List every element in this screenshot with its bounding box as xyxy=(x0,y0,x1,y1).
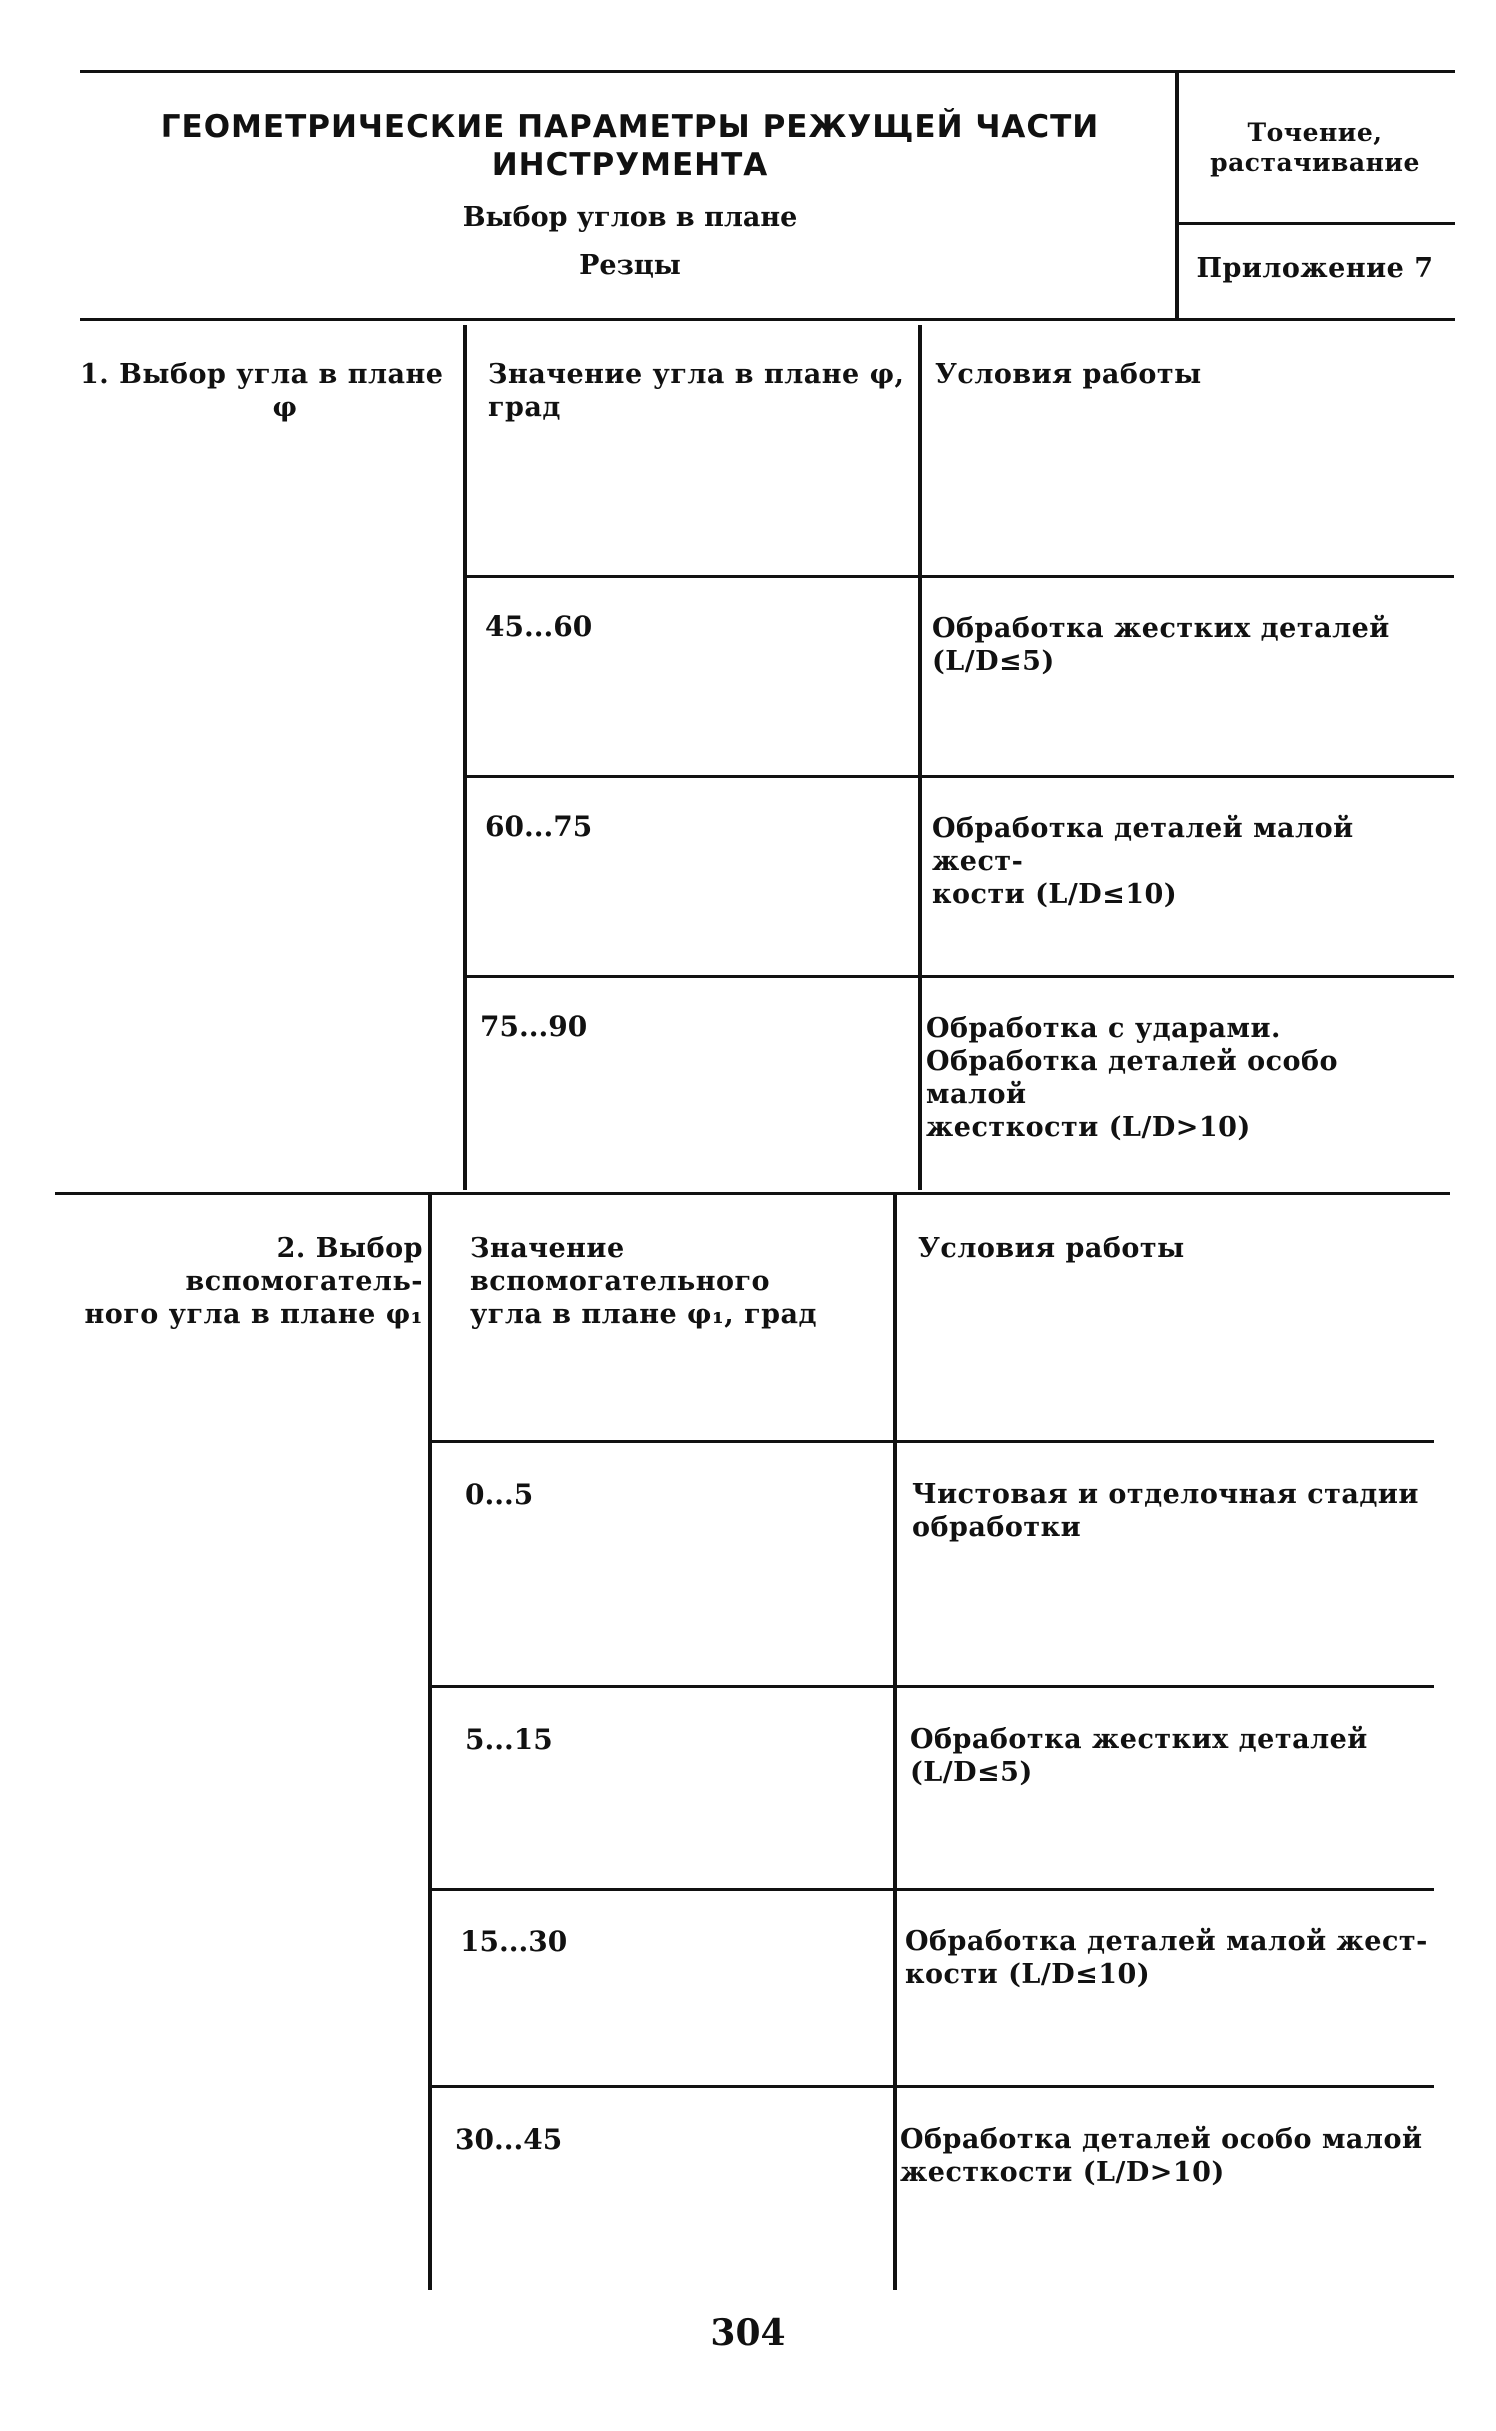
s2-title-line-1: 2. Выбор вспомогатель- xyxy=(185,1233,423,1297)
header-bottom-rule xyxy=(80,318,1455,321)
s1-row-rule xyxy=(466,775,1454,778)
s2-row-1-conditions-line-1: Чистовая и отделочная стадии xyxy=(912,1479,1419,1510)
appendix-label: Приложение 7 xyxy=(1196,253,1434,284)
title-line-2: ИНСТРУМЕНТА xyxy=(491,147,769,183)
s2-row-rule xyxy=(431,1685,1434,1688)
page-number: 304 xyxy=(710,2312,786,2354)
s1-row-2-conditions-line-1: Обработка деталей малой жест- xyxy=(932,813,1354,877)
s2-row-2-conditions-line-1: Обработка жестких деталей xyxy=(910,1724,1368,1755)
s1-row-2-conditions xyxy=(932,812,1442,911)
s2-row-2-conditions xyxy=(910,1723,1430,1789)
s2-row-rule xyxy=(431,2085,1434,2088)
header-divider xyxy=(1175,72,1179,320)
s1-value-header-line-2: град xyxy=(488,392,561,423)
s2-col2-divider xyxy=(893,1195,897,2290)
s2-value-header-line-2: угла в плане φ₁, град xyxy=(470,1299,818,1330)
s2-row-3-conditions-line-2: кости (L/D≤10) xyxy=(905,1959,1151,1990)
s2-row-1-conditions xyxy=(912,1478,1432,1544)
s2-conditions-header: Условия работы xyxy=(918,1233,1185,1264)
s1-row-3-conditions xyxy=(926,1012,1446,1144)
s1-row-1-conditions-line-2: (L/D≤5) xyxy=(932,646,1055,677)
s1-col2-divider xyxy=(918,325,922,1190)
s1-row-3-value: 75...90 xyxy=(480,1010,588,1043)
title-line-1: ГЕОМЕТРИЧЕСКИЕ ПАРАМЕТРЫ РЕЖУЩЕЙ ЧАСТИ xyxy=(160,109,1100,145)
s1-conditions-header: Условия работы xyxy=(935,359,1202,390)
document-title xyxy=(100,108,1160,184)
s1-value-header xyxy=(488,358,908,424)
s1-row-1-conditions xyxy=(932,612,1432,678)
side-top-line-1: Точение, xyxy=(1247,118,1383,147)
s2-title xyxy=(58,1232,423,1331)
section-divider xyxy=(55,1192,1450,1195)
s2-row-4-conditions-line-1: Обработка деталей особо малой xyxy=(900,2124,1423,2155)
s1-col1-divider xyxy=(463,325,467,1190)
s1-row-rule xyxy=(466,975,1454,978)
s2-row-1-value: 0...5 xyxy=(465,1478,534,1511)
s2-row-4-conditions-line-2: жесткости (L/D>10) xyxy=(900,2157,1225,2188)
s2-row-rule xyxy=(431,1440,1434,1443)
s1-row-2-value: 60...75 xyxy=(485,810,593,843)
s2-row-4-value: 30...45 xyxy=(455,2123,563,2156)
s2-row-3-value: 15...30 xyxy=(460,1925,568,1958)
s1-row-2-conditions-line-2: кости (L/D≤10) xyxy=(932,879,1178,910)
s1-value-header-line-1: Значение угла в плане φ, xyxy=(488,359,905,390)
s2-value-header xyxy=(470,1232,890,1331)
s2-title-line-2: ного угла в плане φ₁ xyxy=(84,1299,423,1330)
subtitle: Выбор углов в плане xyxy=(462,202,798,233)
s1-title-line-2: φ xyxy=(272,392,298,423)
s2-row-3-conditions-line-1: Обработка деталей малой жест- xyxy=(905,1926,1428,1957)
s1-row-3-conditions-line-2: Обработка деталей особо малой xyxy=(926,1046,1339,1110)
s2-row-2-conditions-line-2: (L/D≤5) xyxy=(910,1757,1033,1788)
s1-row-3-conditions-line-1: Обработка с ударами. xyxy=(926,1013,1281,1044)
s1-row-3-conditions-line-3: жесткости (L/D>10) xyxy=(926,1112,1251,1143)
header-side-rule xyxy=(1178,222,1455,225)
s2-row-2-value: 5...15 xyxy=(465,1723,553,1756)
side-heading-top xyxy=(1190,118,1440,178)
s2-value-header-line-1: Значение вспомогательного xyxy=(470,1233,771,1297)
s2-col1-divider xyxy=(428,1195,432,2290)
s2-row-4-conditions xyxy=(900,2123,1430,2189)
s2-row-3-conditions xyxy=(905,1925,1430,1991)
header-top-rule xyxy=(80,70,1455,73)
s1-row-rule xyxy=(466,575,1454,578)
s2-row-rule xyxy=(431,1888,1434,1891)
side-top-line-2: растачивание xyxy=(1210,148,1420,177)
s1-title-line-1: 1. Выбор угла в плане xyxy=(80,359,444,390)
subtitle-2: Резцы xyxy=(579,250,681,281)
s2-row-1-conditions-line-2: обработки xyxy=(912,1512,1082,1543)
s1-title xyxy=(80,358,450,424)
s1-row-1-value: 45...60 xyxy=(485,610,593,643)
s1-row-1-conditions-line-1: Обработка жестких деталей xyxy=(932,613,1390,644)
